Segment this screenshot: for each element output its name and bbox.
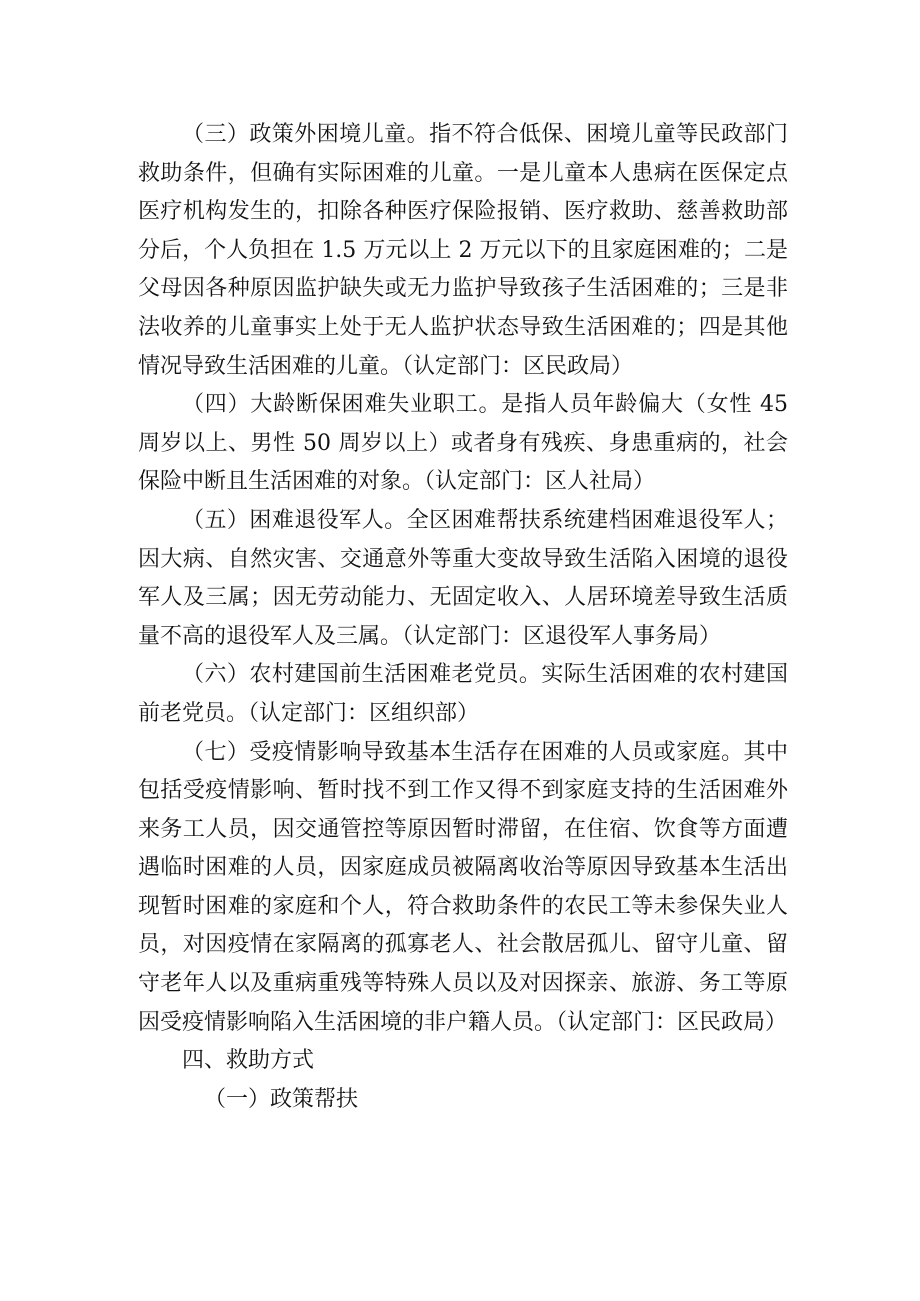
sub-heading: （一）政策帮扶 — [204, 1086, 359, 1112]
paragraph-old-party-members: （六）农村建国前生活困难老党员。实际生活困难的农村建国前老党员。（认定部门：区组织部） — [138, 662, 788, 726]
paragraph-epidemic-affected: （七）受疫情影响导致基本生活存在困难的人员或家庭。其中包括受疫情影响、暂时找不到工作又得不到家庭支持的生活困难外来务工人员，因交通管控等原因暂时滞留，在住宿、饮食等方面遭遇临时困难的人员，因家庭成员被隔离收治等原因导致基本生活出现暂时困难的家庭和个人，符合救助条件的农民工等未参保失业人员，对因疫情在家隔离的孤寡老人、社会散居孤儿、留守儿童、留守老年人以及重病重残等特殊人员以及对因探亲、旅游、务工等原因受疫情影响陷入生活困境的非户籍人员。（认定部门：区民政局） — [138, 739, 788, 1035]
paragraph-unemployed-workers: （四）大龄断保困难失业职工。是指人员年龄偏大（女性 45 周岁以上、男性 50 周岁以上）或者身有残疾、身患重病的，社会保险中断且生活困难的对象。（认定部门：区人社局） — [138, 392, 788, 495]
paragraph-policy-external-children: （三）政策外困境儿童。指不符合低保、困境儿童等民政部门救助条件，但确有实际困难的儿童。一是儿童本人患病在医保定点医疗机构发生的，扣除各种医疗保险报销、医疗救助、慈善救助部分后，个人负担在 1.5 万元以上 2 万元以下的且家庭困难的；二是父母因各种原因监护缺失或无力监护导致孩子生活困难的；三是非法收养的儿童事实上处于无人监护状态导致生活困难的；四是其他情况导致生活困难的儿童。（认定部门：区民政局） — [138, 122, 788, 379]
document-page — [138, 116, 788, 1119]
section-heading: 四、救助方式 — [182, 1048, 315, 1074]
paragraph-veterans: （五）困难退役军人。全区困难帮扶系统建档困难退役军人；因大病、自然灾害、交通意外等重大变故导致生活陷入困境的退役军人及三属；因无劳动能力、无固定收入、人居环境差导致生活质量不高的退役军人及三属。（认定部门：区退役军人事务局） — [138, 507, 788, 649]
